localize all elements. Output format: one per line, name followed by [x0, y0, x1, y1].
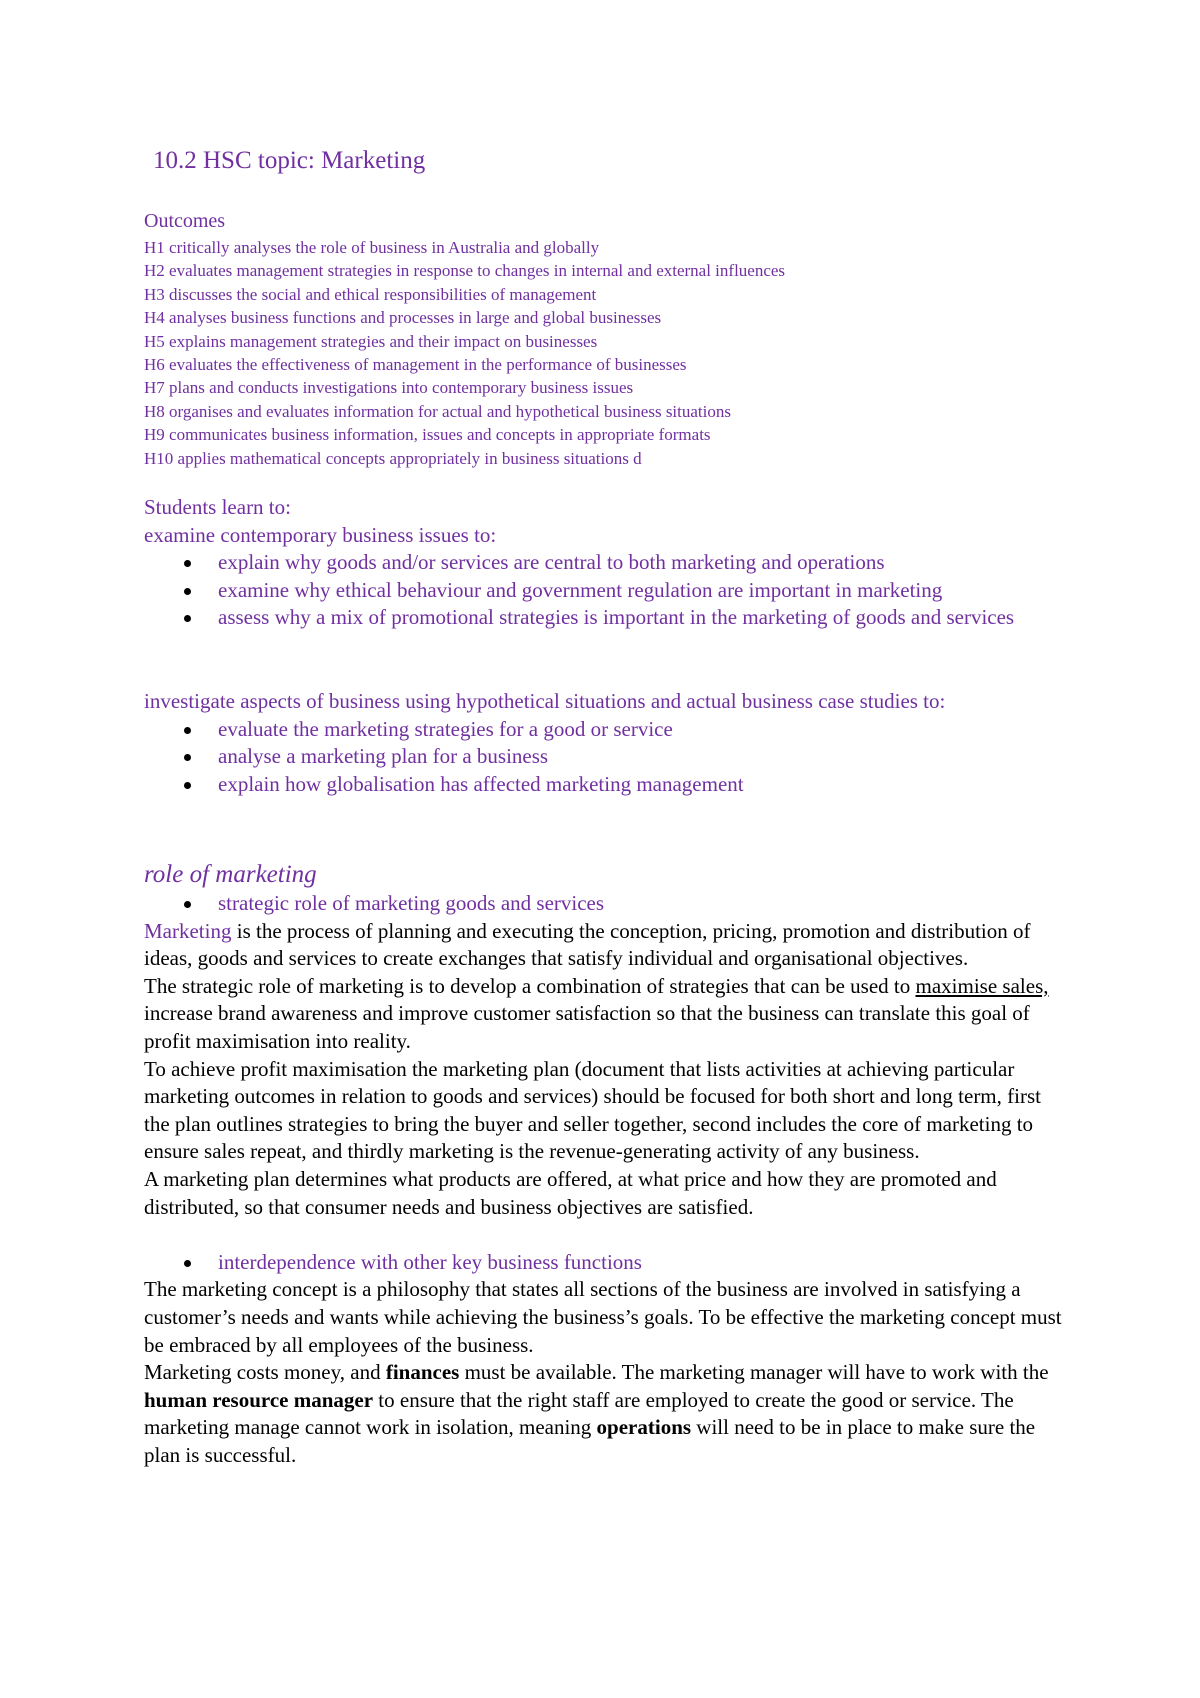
outcome-item: H9 communicates business information, issues and concepts in appropriate formats [144, 425, 711, 445]
list-item [144, 771, 1064, 799]
bullet-icon [184, 901, 191, 908]
investigate-list [144, 716, 1064, 799]
paragraph-text: increase brand awareness and improve customer satisfaction so that the business can translate this goal of profit maximisation into reality. [144, 1001, 1030, 1053]
paragraph-marketing-plan: A marketing plan determines what products are offered, at what price and how they are promoted and distributed, so that consumer needs and business objectives are satisfied. [144, 1166, 997, 1219]
page-title: 10.2 HSC topic: Marketing [153, 147, 426, 174]
bold-text: finances [385, 1360, 460, 1385]
outcome-item: H2 evaluates management strategies in response to changes in internal and external influences [144, 261, 786, 281]
bullet-icon [184, 754, 191, 761]
bold-text: operations [596, 1415, 692, 1440]
term-marketing: Marketing [144, 918, 232, 943]
bullet-icon [184, 782, 191, 789]
paragraph-marketing-concept: The marketing concept is a philosophy that states all sections of the business are involved in satisfying a customer’s needs and wants while achieving the business’s goals. To be effective the marketing concept must be embraced by all employees of the business. [144, 1277, 1062, 1357]
outcome-item: H6 evaluates the effectiveness of management in the performance of businesses [144, 355, 687, 375]
learn-intro: examine contemporary business issues to: [144, 522, 497, 547]
learn-list [144, 549, 1064, 632]
list-item-text: explain how globalisation has affected marketing management [218, 771, 744, 796]
list-item-text: interdependence with other key business functions [218, 1249, 642, 1274]
learn-heading: Students learn to: [144, 495, 291, 519]
paragraph-marketing-definition [144, 918, 1064, 973]
paragraph-text: Marketing costs money, and [144, 1360, 386, 1385]
paragraph-text: to ensure that the right staff are employed to create the good or service. The marketing manage cannot work in isolation, meaning [144, 1387, 1014, 1440]
learn-section [144, 494, 1064, 632]
role-list [144, 890, 1064, 918]
interdependence-list [144, 1249, 1064, 1277]
bullet-icon [184, 588, 191, 595]
list-item [144, 604, 1064, 632]
bullet-icon [184, 727, 191, 734]
bullet-icon [184, 615, 191, 622]
outcome-item: H3 discusses the social and ethical responsibilities of management [144, 284, 597, 304]
paragraph-text: The strategic role of marketing is to develop a combination of strategies that can be used to [144, 973, 916, 998]
outcome-item: H5 explains management strategies and their impact on businesses [144, 331, 598, 351]
paragraph-text: must be available. The marketing manager will have to work with the [459, 1360, 1049, 1385]
list-item [144, 890, 1064, 918]
bullet-icon [184, 560, 191, 567]
list-item [144, 549, 1064, 577]
paragraph-marketing-costs [144, 1359, 1064, 1469]
bullet-icon [184, 1260, 191, 1267]
paragraph-strategic-role [144, 973, 1064, 1056]
list-item-text: examine why ethical behaviour and government regulation are important in marketing [218, 577, 943, 602]
list-item [144, 1249, 1064, 1277]
list-item [144, 743, 1064, 771]
role-section [144, 860, 1064, 1469]
bold-text: human resource manager [144, 1387, 374, 1412]
underlined-text: maximise sales, [915, 973, 1049, 998]
list-item-text: explain why goods and/or services are central to both marketing and operations [218, 550, 885, 575]
investigate-intro: investigate aspects of business using hypothetical situations and actual business case studies to: [144, 689, 946, 713]
outcome-item: H4 analyses business functions and processes in large and global businesses [144, 308, 662, 328]
outcomes-heading: Outcomes [144, 210, 226, 232]
outcome-item: H1 critically analyses the role of business in Australia and globally [144, 238, 600, 257]
section-heading: role of marketing [144, 861, 317, 888]
paragraph-text: is the process of planning and executing the conception, pricing, promotion and distribution of ideas, goods and services to create exchanges that satisfy individual and organisational objectives. [144, 918, 1031, 971]
paragraph-text: will need to be in place to make sure the plan is successful. [144, 1415, 1036, 1467]
list-item-text: analyse a marketing plan for a business [218, 744, 549, 769]
outcomes-list [144, 236, 785, 470]
paragraph-profit-maximisation: To achieve profit maximisation the marketing plan (document that lists activities at achieving particular marketing outcomes in relation to goods and services) should be focused for both short and long term, first the plan outlines strategies to bring the buyer and seller together, second includes the core of marketing to ensure sales repeat, and thirdly marketing is the revenue-generating activity of any business. [144, 1056, 1041, 1164]
list-item [144, 716, 1064, 744]
list-item-text: evaluate the marketing strategies for a good or service [218, 716, 673, 741]
list-item [144, 577, 1064, 605]
outcome-item: H8 organises and evaluates information for actual and hypothetical business situations [144, 401, 731, 421]
outcome-item: H10 applies mathematical concepts appropriately in business situations d [144, 448, 642, 468]
list-item-text: strategic role of marketing goods and services [218, 891, 605, 915]
list-item-text: assess why a mix of promotional strategies is important in the marketing of goods and services [218, 605, 1015, 630]
investigate-section [144, 688, 1064, 798]
outcome-item: H7 plans and conducts investigations into contemporary business issues [144, 378, 634, 398]
